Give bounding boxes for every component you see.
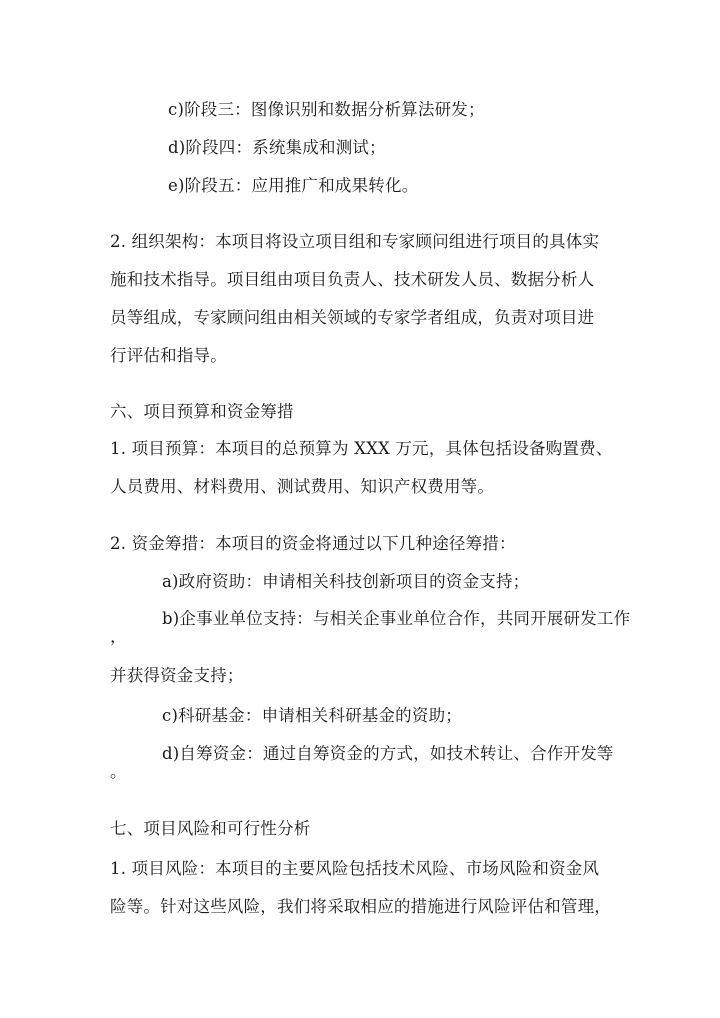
budget-line-2: 人员费用、材料费用、测试费用、知识产权费用等。 [110,477,495,496]
phase-c-item: c)阶段三：图像识别和数据分析算法研发； [168,100,485,119]
org-paragraph-line-2: 施和技术指导。项目组由项目负责人、技术研发人员、数据分析人 [110,270,595,289]
risk-line-1: 1. 项目风险：本项目的主要风险包括技术风险、市场风险和资金风 [110,859,600,878]
funding-intro: 2. 资金筹措：本项目的资金将通过以下几种途径筹措： [110,534,516,553]
risk-line-2: 险等。针对这些风险，我们将采取相应的措施进行风险评估和管理， [110,897,611,916]
funding-item-b: b)企事业单位支持：与相关企事业单位合作，共同开展研发工作 [162,609,631,628]
section-6-heading: 六、项目预算和资金筹措 [110,402,294,421]
funding-item-d: d)自筹资金：通过自筹资金的方式，如技术转让、合作开发等 [162,744,614,763]
phase-e-item: e)阶段五：应用推广和成果转化。 [168,176,419,195]
funding-item-b-comma: ， [110,627,127,646]
funding-item-d-period: 。 [110,762,127,781]
budget-line-1: 1. 项目预算：本项目的总预算为 XXX 万元，具体包括设备购置费、 [110,439,613,458]
funding-item-c: c)科研基金：申请相关科研基金的资助； [162,706,462,725]
org-paragraph-line-3: 员等组成，专家顾问组由相关领域的专家学者组成，负责对项目进 [110,308,595,327]
funding-item-b-continued: 并获得资金支持； [110,666,244,685]
org-paragraph-line-1: 2. 组织架构：本项目将设立项目组和专家顾问组进行项目的具体实 [110,232,600,251]
phase-d-item: d)阶段四：系统集成和测试； [168,138,386,157]
funding-item-a: a)政府资助：申请相关科技创新项目的资金支持； [162,572,530,591]
section-7-heading: 七、项目风险和可行性分析 [110,819,311,838]
org-paragraph-line-4: 行评估和指导。 [110,346,227,365]
